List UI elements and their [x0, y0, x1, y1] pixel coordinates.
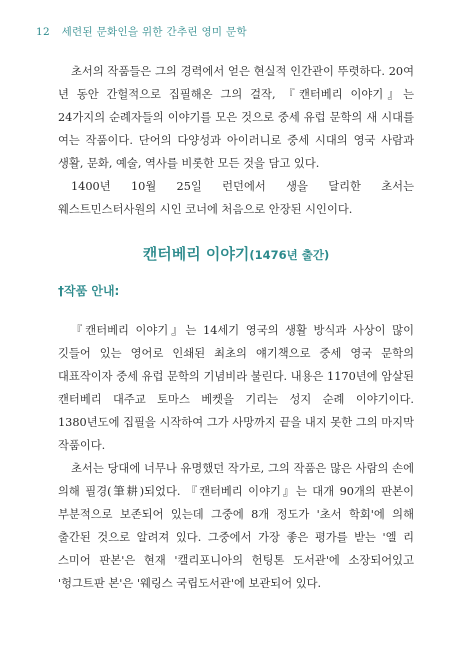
guide-paragraph-1: 『캔터베리 이야기』는 14세기 영국의 생활 방식과 사상이 많이 깃들어 있는 영어로 인쇄된 최초의 얘기책으로 중세 영국 문학의 대표작이자 중세 유럽 문학의 기념비라 불린다. 내용은 1170년에 암살된 캔터베리 대주교 토마스 베켓을 기리는 성지 순례 이야기이다. 1380년도에 집필을 시작하여 그가 사망까지 끝을 내지 못한 그의 마지막 작품이다.	[58, 324, 414, 452]
intro-paragraph-1: 초서의 작품들은 그의 경력에서 얻은 현실적 인간관이 뚜렷하다. 20여 년 동안 간헐적으로 집필해온 그의 걸작, 『캔터베리 이야기』는 24가지의 순례자들의 이야기를 모은 것으로 중세 유럽 문학의 새 시대를 여는 작품이다. 단어의 다양성과 아이러니로 중세 시대의 영국 사람과 생활, 문화, 예술, 역사를 비롯한 모든 것을 담고 있다.	[58, 65, 414, 170]
running-title: 세련된 문화인을 위한 간추린 영미 문학	[61, 26, 247, 38]
section-heading: †작품 안내:	[58, 284, 120, 298]
work-title	[58, 243, 414, 264]
work-title-sub: (1476년 출간)	[249, 248, 330, 262]
running-header	[36, 24, 247, 39]
guide-paragraph-2: 초서는 당대에 너무나 유명했던 작가로, 그의 작품은 많은 사람의 손에 의해 필경(筆耕)되었다. 『캔터베리 이야기』는 대개 90개의 판본이 부분적으로 보존되어 있는데 그중에 8개 정도가 '초서 학회'에 의해 출간된 것으로 알려져 있다. 그중에서 가장 좋은 평가를 받는 '엘 리 스미어 판본'은 현재 '캘리포니아의 헌팅톤 도서관'에 소장되어있고 '헝그트판 본'은 '웨링스 국립도서관'에 보관되어 있다.	[58, 462, 414, 590]
page-body	[58, 60, 414, 595]
intro-paragraph-2: 1400년 10월 25일 런던에서 생을 달리한 초서는 웨스트민스터사원의 시인 코너에 처음으로 안장된 시인이다.	[58, 180, 414, 216]
page-number: 12	[36, 26, 50, 38]
work-title-main: 캔터베리 이야기	[142, 245, 250, 263]
